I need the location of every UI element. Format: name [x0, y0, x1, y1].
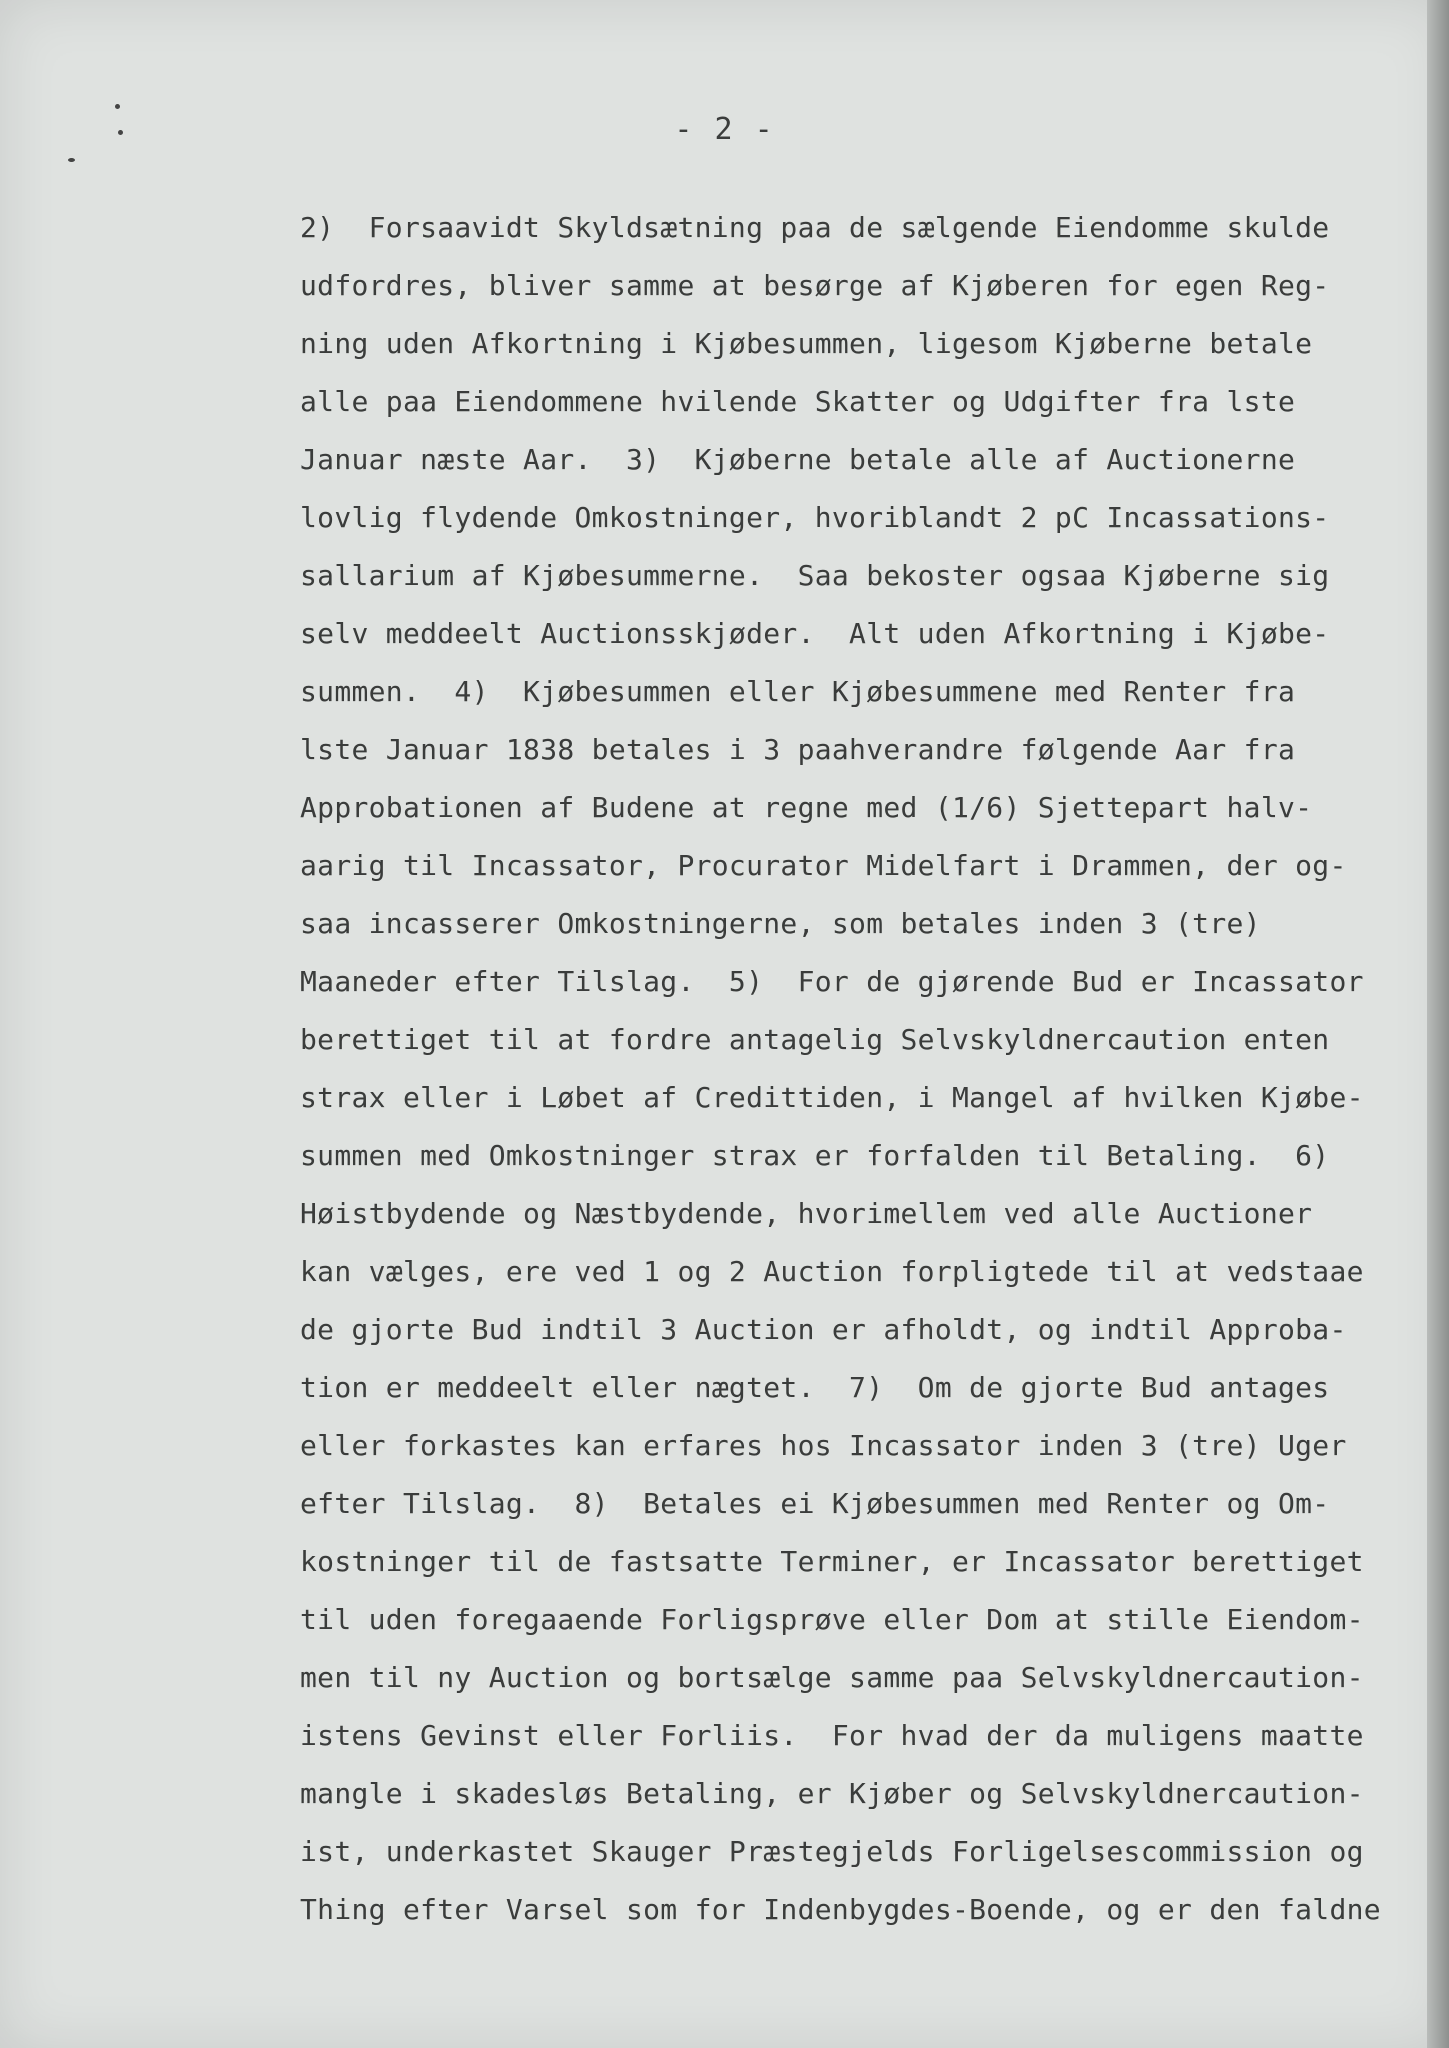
text-line: lste Januar 1838 betales i 3 paahverandre følgende Aar fra	[300, 733, 1296, 766]
text-line: istens Gevinst eller Forliis. For hvad der da muligens maatte	[300, 1719, 1364, 1752]
text-line: summen. 4) Kjøbesummen eller Kjøbesummene med Renter fra	[300, 675, 1296, 708]
text-line: tion er meddeelt eller nægtet. 7) Om de gjorte Bud antages	[300, 1371, 1330, 1404]
text-line: til uden foregaaende Forligsprøve eller Dom at stille Eiendom-	[300, 1603, 1364, 1636]
text-line: kostninger til de fastsatte Terminer, er Incassator berettiget	[300, 1545, 1364, 1578]
text-line: eller forkastes kan erfares hos Incassator inden 3 (tre) Uger	[300, 1429, 1347, 1462]
text-line: efter Tilslag. 8) Betales ei Kjøbesummen med Renter og Om-	[300, 1487, 1330, 1520]
text-line: udfordres, bliver samme at besørge af Kjøberen for egen Reg-	[300, 269, 1330, 302]
text-line: ist, underkastet Skauger Præstegjelds Forligelsescommission og	[300, 1835, 1364, 1868]
margin-speck	[115, 104, 120, 109]
text-line: mangle i skadesløs Betaling, er Kjøber og Selvskyldnercaution-	[300, 1777, 1364, 1810]
text-line: berettiget til at fordre antagelig Selvskyldnercaution enten	[300, 1023, 1330, 1056]
text-line: de gjorte Bud indtil 3 Auction er afholdt, og indtil Approba-	[300, 1313, 1347, 1346]
text-line: summen med Omkostninger strax er forfalden til Betaling. 6)	[300, 1139, 1330, 1172]
text-line: alle paa Eiendommene hvilende Skatter og Udgifter fra lste	[300, 385, 1296, 418]
text-line: Januar næste Aar. 3) Kjøberne betale alle af Auctionerne	[300, 443, 1296, 476]
text-line: Høistbydende og Næstbydende, hvorimellem ved alle Auctioner	[300, 1197, 1313, 1230]
text-line: selv meddeelt Auctionsskjøder. Alt uden Afkortning i Kjøbe-	[300, 617, 1330, 650]
margin-speck	[68, 158, 75, 162]
text-line: men til ny Auction og bortsælge samme paa Selvskyldnercaution-	[300, 1661, 1364, 1694]
text-line: Maaneder efter Tilslag. 5) For de gjørende Bud er Incassator	[300, 965, 1364, 998]
page-edge-shadow	[1427, 0, 1449, 2048]
text-line: ning uden Afkortning i Kjøbesummen, ligesom Kjøberne betale	[300, 327, 1313, 360]
text-line: aarig til Incassator, Procurator Midelfart i Drammen, der og-	[300, 849, 1347, 882]
text-line: 2) Forsaavidt Skyldsætning paa de sælgende Eiendomme skulde	[300, 211, 1330, 244]
text-line: saa incasserer Omkostningerne, som betales inden 3 (tre)	[300, 907, 1261, 940]
text-line: strax eller i Løbet af Credittiden, i Mangel af hvilken Kjøbe-	[300, 1081, 1364, 1114]
page-number: - 2 -	[674, 112, 775, 147]
text-line: sallarium af Kjøbesummerne. Saa bekoster ogsaa Kjøberne sig	[300, 559, 1330, 592]
document-body	[300, 199, 1420, 1939]
text-line: lovlig flydende Omkostninger, hvoriblandt 2 pC Incassations-	[300, 501, 1330, 534]
text-line: Thing efter Varsel som for Indenbygdes-Boende, og er den faldne	[300, 1893, 1381, 1926]
text-line: kan vælges, ere ved 1 og 2 Auction forpligtede til at vedstaae	[300, 1255, 1364, 1288]
text-line: Approbationen af Budene at regne med (1/6) Sjettepart halv-	[300, 791, 1313, 824]
